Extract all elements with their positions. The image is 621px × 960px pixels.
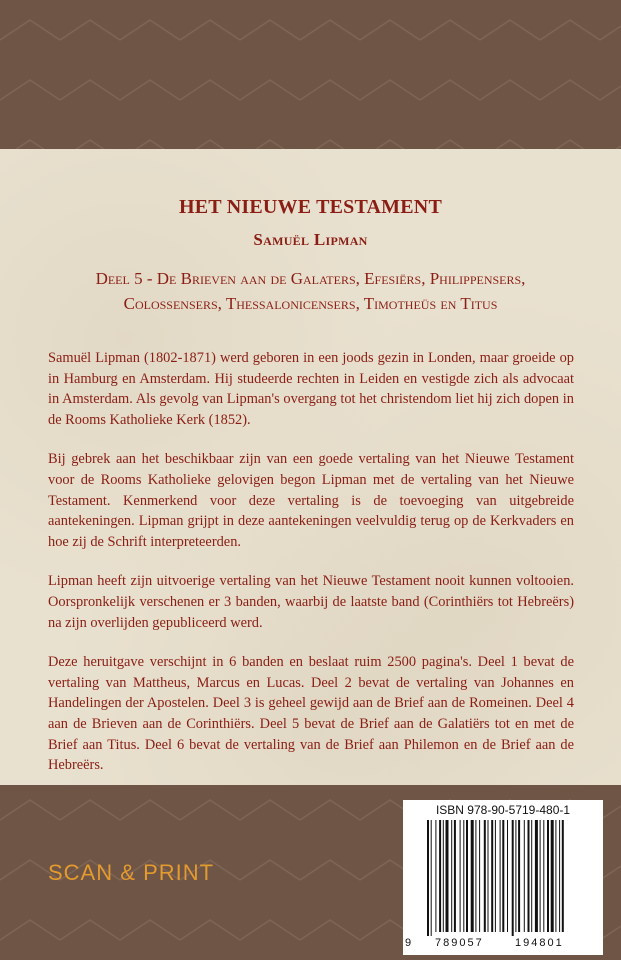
barcode-bar [471,820,474,932]
barcode-bar [559,820,560,932]
isbn-label: ISBN 978-90-5719-480-1 [435,803,571,817]
barcode-bar [562,820,564,932]
barcode-left-digits: 789057 [435,937,484,949]
barcode-bar [454,820,456,932]
barcode-bar [427,820,429,936]
barcode-first-digit: 9 [405,937,412,949]
barcode-bar [484,820,486,932]
barcode-bar [460,820,461,932]
barcode-bar [491,820,493,932]
paragraph: Samuël Lipman (1802-1871) werd geboren in een joods gezin in Londen, maar groeide op in Hamburg en Amsterdam. Hij studeerde rechten in Leiden en vestigde zich als advocaat in Amsterdam. Als gevolg van Lipman's overgang tot het christendom liet hij zich dopen in de Rooms Katholieke Kerk (1852). [48,350,574,428]
book-author: Samuël Lipman [253,230,368,249]
barcode-bar [551,820,554,932]
paragraph: Deze heruitgave verschijnt in 6 banden en beslaat ruim 2500 pagina's. Deel 1 bevat de vertaling van Mattheus, Marcus en Lucas. Deel 2 bevat de vertaling van Johannes en Handelingen der Apostelen. Deel 3 is geheel gewijd aan de Brief aan de Romeinen. Deel 4 aan de Brieven aan de Corinthiërs. Deel 5 bevat de Brief aan de Galatiërs tot en met de Brief aan Titus. Deel 6 bevat de vertaling van de Brief aan Philemon en de Brief aan de Hebreërs. [48,654,574,774]
publisher-logo-amp: & [120,860,136,885]
barcode-bar [502,820,504,932]
barcode-right-digits: 194801 [515,937,564,949]
barcode-bar [463,820,464,932]
barcode-bar [524,820,525,932]
publisher-logo [48,860,214,886]
barcode-bar [439,820,441,932]
publisher-logo-part2: PRINT [143,860,215,885]
barcode-bars [413,820,597,936]
subtitle-line-2: Colossensers, Thessalonicensers, Timotheüs en Titus [123,294,498,313]
barcode-bar [547,820,549,932]
paragraph: Bij gebrek aan het beschikbaar zijn van een goede vertaling van het Nieuwe Testament voor de Rooms Katholieke gelovigen begon Lipman met de vertaling van het Nieuwe Testament. Kenmerkend voor deze vertaling is de toevoeging van uitgebreide aantekeningen. Lipman grijpt in deze aantekeningen veelvuldig terug op de Kerkvaders en hoe zij de Schrift interpreteerden. [48,451,574,550]
barcode-bar [535,820,538,932]
barcode-bar [466,820,468,932]
barcode [403,800,603,955]
barcode-bar [555,820,556,932]
barcode-bar [543,820,544,932]
barcode-bar [515,820,516,932]
barcode-bar [479,820,480,932]
barcode-bar [451,820,452,932]
barcode-bar [500,820,501,932]
barcode-bar [475,820,476,932]
barcode-bar [488,820,489,932]
barcode-bar [435,820,436,932]
barcode-bar [507,820,508,932]
barcode-bar [518,820,520,932]
book-title: HET NIEUWE TESTAMENT [179,196,442,218]
barcode-bar [531,820,532,932]
barcode-bar [528,820,530,932]
barcode-bar [512,820,514,936]
barcode-bar [443,820,444,932]
barcode-bar [495,820,496,932]
description [48,348,574,795]
barcode-bar [446,820,449,932]
barcode-bar [431,820,432,936]
paragraph: Lipman heeft zijn uitvoerige vertaling van het Nieuwe Testament nooit kunnen voltooien. Oorspronkelijk verschenen er 3 banden, waarbij de laatste band (Corinthiërs tot Hebreërs) na zijn overlijden gepubliceerd werd. [48,573,574,631]
book-subtitle [0,266,621,316]
publisher-logo-part1: SCAN [48,860,114,885]
subtitle-line-1: Deel 5 - De Brieven aan de Galaters, Efesiërs, Philippensers, [95,269,526,288]
barcode-bar [540,820,541,932]
